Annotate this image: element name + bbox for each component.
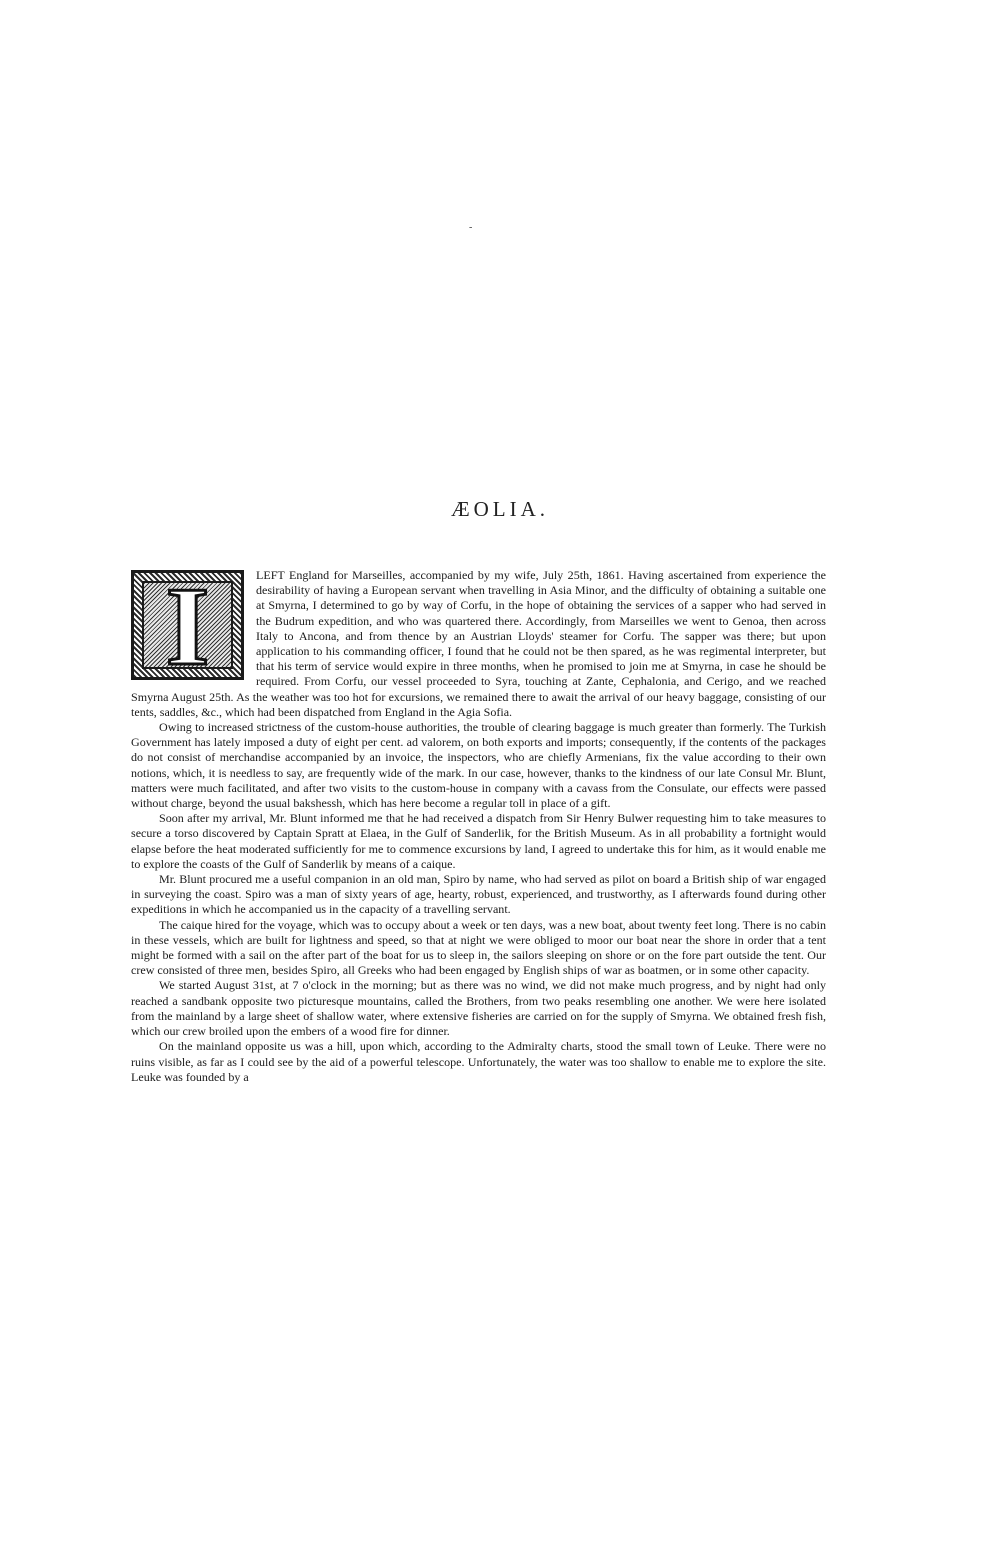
page-mark: - xyxy=(469,222,473,233)
body-text xyxy=(131,565,826,1085)
page-title: ÆOLIA. xyxy=(450,497,550,521)
paragraph-6: We started August 31st, at 7 o'clock in the morning; but as there was no wind, we did not make much progress, and by night had only reached a sandbank opposite two picturesque mountains, called the Brothers, from two peaks resembling one another. We were here isolated from the mainland by a large sheet of shallow water, where extensive fisheries are carried on for the supply of Smyrna. We obtained fresh fish, which our crew broiled upon the embers of a wood fire for dinner. xyxy=(131,978,826,1039)
paragraph-4: Mr. Blunt procured me a useful companion in an old man, Spiro by name, who had served as pilot on board a British ship of war engaged in surveying the coast. Spiro was a man of sixty years of age, hearty, robust, experienced, and trustworthy, as I afterwards found during other expeditions in which he accompanied us in the capacity of a travelling servant. xyxy=(131,872,826,917)
paragraph-7: On the mainland opposite us was a hill, upon which, according to the Admiralty charts, stood the small town of Leuke. There were no ruins visible, as far as I could see by the aid of a powerful telescope. Unfortunately, the water was too shallow to enable me to explore the site. Leuke was founded by a xyxy=(131,1039,826,1084)
drop-cap-letter: I xyxy=(165,565,210,689)
paragraph-5: The caique hired for the voyage, which was to occupy about a week or ten days, was a new boat, about twenty feet long. There is no cabin in these vessels, which are built for lightness and speed, so that at night we were obliged to moor our boat near the shore in order that a tent might be formed with a sail on the after part of the boat for us to sleep in, the sailors sleeping on shore or on the fore part outside the tent. Our crew consisted of three men, besides Spiro, all Greeks who had been engaged by English ships of war as boatmen, or in some other capacity. xyxy=(131,917,826,978)
paragraph-1: LEFT England for Marseilles, accompanied by my wife, July 25th, 1861. Having ascertained from experience the desirability of having a European servant when travelling in Asia Minor, and the difficulty of obtaining a suitable one at Smyrna, I determined to go by way of Corfu, in the hope of obtaining the services of a sapper who had served in the Budrum expedition, and who was quartered there. Accordingly, from Marseilles we went to Genoa, then across Italy to Ancona, and from thence by an Austrian Lloyds' steamer for Corfu. The sapper was there; but upon application to his commanding officer, I found that he could not be then spared, as he was regimental interpreter, but that his term of service would expire in three months, when he promised to join me at Smyrna, in case he should be required. From Corfu, our vessel proceeded to Syra, touching at Zante, Cephalonia, and Cerigo, and we reached Smyrna August 25th. As the weather was too hot for excursions, we remained there to await the arrival of our heavy baggage, consisting of our tents, saddles, &c., which had been dispatched from England in the Agia Sofia. xyxy=(131,568,826,719)
drop-cap-ornament xyxy=(131,565,244,689)
paragraph-2: Owing to increased strictness of the custom-house authorities, the trouble of clearing baggage is much greater than formerly. The Turkish Government has lately imposed a duty of eight per cent. ad valorem, on both exports and imports; consequently, if the contents of the packages do not consist of merchandise accompanied by an invoice, the inspectors, who are chiefly Armenians, fix the value according to their own notions, which, it is needless to say, are frequently wide of the mark. In our case, however, thanks to the kindness of our late Consul Mr. Blunt, matters were much facilitated, and after two visits to the custom-house in company with a cavass from the Consulate, our effects were passed without charge, beyond the usual bakshessh, which has here become a regular toll in place of a gift. xyxy=(131,720,826,811)
paragraph-3: Soon after my arrival, Mr. Blunt informed me that he had received a dispatch from Sir Henry Bulwer requesting him to take measures to secure a torso discovered by Captain Spratt at Elaea, in the Gulf of Sanderlik, for the British Museum. As in all probability a fortnight would elapse before the heat moderated sufficiently for me to commence excursions by land, I agreed to undertake this for him, as it would enable me to explore the coasts of the Gulf of Sanderlik by means of a caique. xyxy=(131,811,826,871)
